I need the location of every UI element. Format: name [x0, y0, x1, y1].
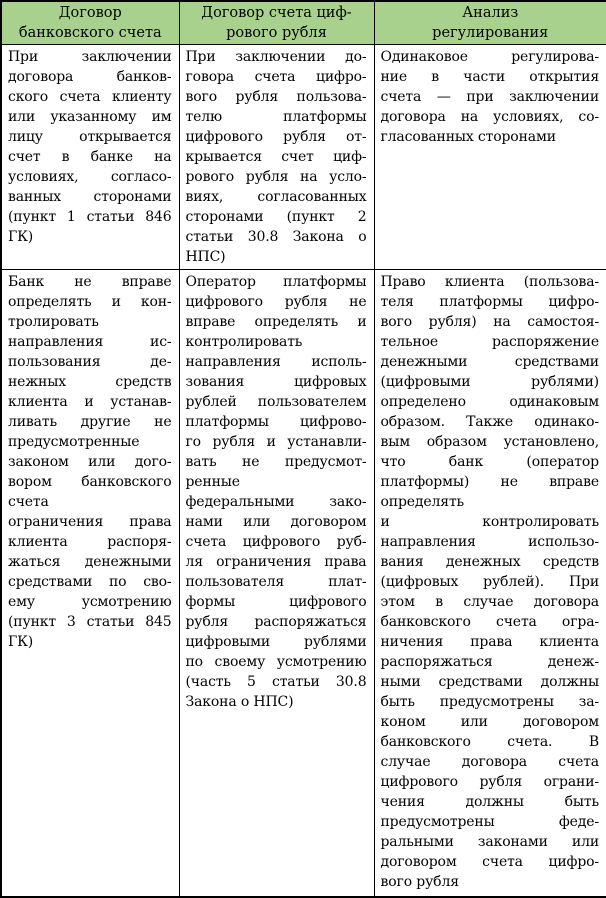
text-line: образом. Также одинако-: [380, 414, 599, 430]
table-row-disposal-rights: [1, 270, 606, 897]
text-line: (пункт 3 статьи 845: [8, 614, 172, 630]
text-line: и контролировать: [380, 514, 599, 530]
text-line: рублей пользователем: [185, 394, 367, 410]
text-line: или указанному им: [8, 109, 172, 125]
cell-digital-ruble-opening: [179, 45, 374, 270]
text-line: ограничения права: [8, 514, 172, 530]
header-cell-regulation-analysis: [374, 1, 606, 45]
text-line: ние в части открытия: [380, 69, 599, 85]
text-line: крывается счет циф-: [185, 149, 367, 165]
text-line: законом или дого-: [8, 454, 172, 470]
text-line: зования цифровых: [185, 374, 367, 390]
text-line: ему усмотрению: [8, 594, 172, 610]
text-line: направления исполь-: [185, 354, 367, 370]
text-line: нами или договором: [185, 514, 367, 530]
text-line: При заключении до-: [185, 49, 367, 65]
text-line: рового рубля: [226, 25, 327, 41]
text-line: ными средствами должны: [380, 674, 599, 690]
text-line: определять и кон-: [8, 294, 172, 310]
text-line: Право клиента (пользова-: [380, 274, 599, 290]
text-line: пользователя плат-: [185, 574, 367, 590]
text-line: тролировать: [8, 314, 99, 330]
cell-bank-account-opening: [1, 45, 179, 270]
text-line: договора банков-: [8, 69, 172, 85]
text-line: жаться денежными: [8, 554, 172, 570]
text-line: цифрового рубля не: [185, 294, 367, 310]
text-line: чения должны быть: [380, 794, 599, 810]
text-line: банковского счета: [18, 25, 162, 41]
text-line: статьи 30.8 Закона о: [185, 229, 367, 245]
text-line: клиента и устанав-: [8, 394, 172, 410]
text-line: этом в случае договора: [380, 594, 599, 610]
text-line: цифрового рубля ограни-: [380, 774, 599, 790]
text-line: цифрового рубля от-: [185, 129, 367, 145]
text-line: НПС): [185, 249, 226, 265]
text-line: банковского счета огра-: [380, 614, 599, 630]
text-line: контролировать: [185, 334, 303, 350]
text-line: (цифровых рублей). При: [380, 574, 599, 590]
text-line: го рубля и устанавли-: [185, 434, 367, 450]
text-line: Договор: [58, 5, 122, 21]
text-line: пользования де-: [8, 354, 172, 370]
cell-analysis-opening: [374, 45, 606, 270]
text-line: счета: [8, 494, 49, 510]
text-line: предусмотрены феде-: [380, 814, 599, 830]
text-line: по своему усмотрению: [185, 654, 367, 670]
text-line: (пункт 1 статьи 846: [8, 209, 172, 225]
text-line: Оператор платформы: [185, 274, 367, 290]
text-line: телю платформы: [185, 109, 367, 125]
text-line: счет в банке на: [8, 149, 172, 165]
text-line: случае договора счета: [380, 754, 599, 770]
text-line: определено одинаковым: [380, 394, 599, 410]
text-line: направления ис-: [8, 334, 172, 350]
table-row-opening-account: [1, 45, 606, 270]
text-line: платформы) не вправе: [380, 474, 599, 490]
text-line: ничения права клиента: [380, 634, 599, 650]
text-line: денежными средствами: [380, 354, 599, 370]
text-line: Закона о НПС): [185, 694, 294, 710]
text-line: ГК): [8, 634, 34, 650]
text-line: вого рубля) на самостоя-: [380, 314, 599, 330]
text-line: говора счета цифро-: [185, 69, 367, 85]
text-line: вого рубля: [380, 874, 459, 890]
text-line: ГК): [8, 229, 34, 245]
text-line: виях, согласованных: [185, 189, 367, 205]
text-line: направления использо-: [380, 534, 599, 550]
header-cell-bank-account: [1, 1, 179, 45]
text-line: вправе определять и: [185, 314, 367, 330]
text-line: Договор счета циф-: [201, 5, 352, 21]
header-row: [1, 1, 606, 45]
text-line: условиях, согласо-: [8, 169, 172, 185]
text-line: распоряжаться денеж-: [380, 654, 599, 670]
text-line: вать не предусмот-: [185, 454, 367, 470]
text-line: ливать другие не: [8, 414, 172, 430]
text-line: счета — при заключении: [380, 89, 599, 105]
text-line: Одинаковое регулирова-: [380, 49, 599, 65]
text-line: Анализ: [462, 5, 519, 21]
text-line: При заключении: [8, 49, 172, 65]
text-line: предусмотренные: [8, 434, 140, 450]
text-line: ванных сторонами: [8, 189, 172, 205]
text-line: клиента распоря-: [8, 534, 172, 550]
text-line: средствами по сво-: [8, 574, 172, 590]
header-cell-digital-ruble-account: [179, 1, 374, 45]
text-line: коном или договором: [380, 714, 599, 730]
text-line: счета цифрового руб-: [185, 534, 367, 550]
text-line: лицу открывается: [8, 129, 172, 145]
text-line: вого рубля пользова-: [185, 89, 367, 105]
text-line: формы цифрового: [185, 594, 367, 610]
text-line: вым образом установлено,: [380, 434, 599, 450]
text-line: федеральными зако-: [185, 494, 367, 510]
text-line: тельное распоряжение: [380, 334, 599, 350]
text-line: банковского счета. В: [380, 734, 599, 750]
text-line: теля платформы цифро-: [380, 294, 599, 310]
text-line: рового рубля на усло-: [185, 169, 367, 185]
text-line: платформы цифрово-: [185, 414, 367, 430]
text-line: определять: [380, 494, 465, 510]
text-line: договором счета цифро-: [380, 854, 599, 870]
text-line: сторонами (пункт 2: [185, 209, 367, 225]
text-line: ля ограничения права: [185, 554, 367, 570]
text-line: ского счета клиенту: [8, 89, 172, 105]
text-line: цифровыми рублями: [185, 634, 367, 650]
text-line: что банк (оператор: [380, 454, 599, 470]
text-line: вором банковского: [8, 474, 172, 490]
text-line: ренные: [185, 474, 240, 490]
cell-bank-account-rights: [1, 270, 179, 897]
text-line: вания денежных средств: [380, 554, 599, 570]
text-line: Банк не вправе: [8, 274, 172, 290]
text-line: рубля распоряжаться: [185, 614, 367, 630]
text-line: договора на условиях, со-: [380, 109, 599, 125]
text-line: гласованных сторонами: [380, 129, 556, 145]
text-line: нежных средств: [8, 374, 172, 390]
text-line: регулирования: [432, 25, 549, 41]
text-line: быть предусмотрены за-: [380, 694, 599, 710]
text-line: (часть 5 статьи 30.8: [185, 674, 367, 690]
cell-digital-ruble-rights: [179, 270, 374, 897]
text-line: (цифровыми рублями): [380, 374, 599, 390]
cell-analysis-rights: [374, 270, 606, 897]
text-line: ральными законами или: [380, 834, 599, 850]
